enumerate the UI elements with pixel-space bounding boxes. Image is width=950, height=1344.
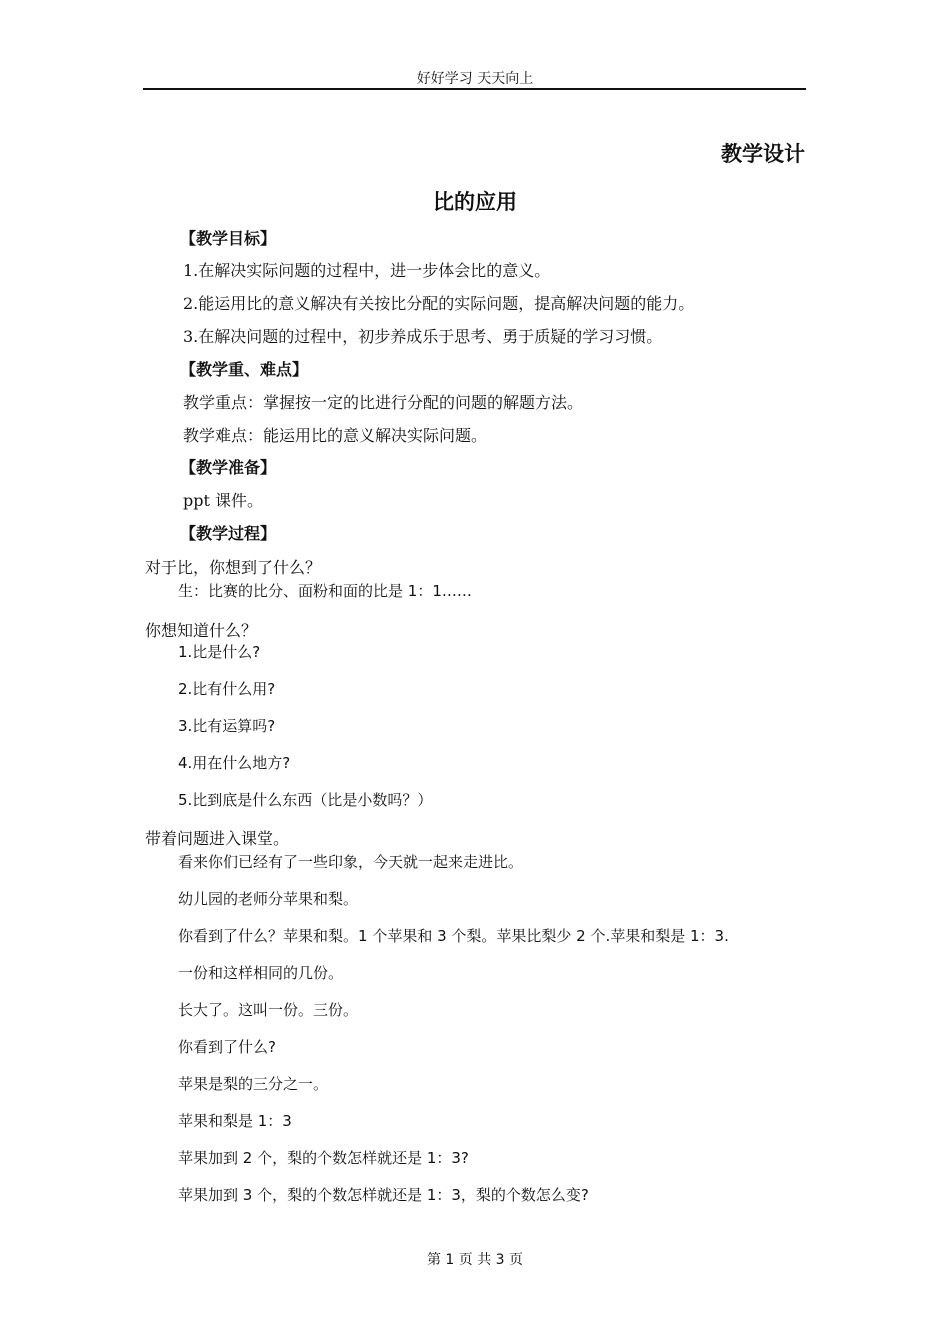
process-answer-1: 生：比赛的比分、面粉和面的比是 1：1…… <box>178 582 472 600</box>
doc-type: 教学设计 <box>721 142 805 166</box>
key-point-2: 教学难点：能运用比的意义解决实际问题。 <box>183 426 488 445</box>
objective-3: 3.在解决问题的过程中，初步养成乐于思考、勇于质疑的学习习惯。 <box>183 327 663 346</box>
process-question-2: 你想知道什么？ <box>145 621 258 640</box>
question-item: 2.比有什么用? <box>178 680 276 698</box>
objective-1: 1.在解决实际问题的过程中，进一步体会比的意义。 <box>183 261 551 280</box>
section-objectives: 【教学目标】 <box>180 229 277 248</box>
page-footer: 第 1 页 共 3 页 <box>426 1252 524 1268</box>
process-line: 幼儿园的老师分苹果和梨。 <box>178 890 359 908</box>
objective-2: 2.能运用比的意义解决有关按比分配的实际问题，提高解决问题的能力。 <box>183 294 695 313</box>
section-preparation: 【教学准备】 <box>180 458 277 477</box>
doc-title: 比的应用 <box>433 190 517 214</box>
process-line: 长大了。这叫一份。三份。 <box>178 1001 359 1019</box>
process-line: 苹果是梨的三分之一。 <box>178 1075 329 1093</box>
process-line: 你看到了什么？苹果和梨。1 个苹果和 3 个梨。苹果比梨少 2 个.苹果和梨是 1：3. <box>178 927 729 945</box>
key-point-1: 教学重点：掌握按一定的比进行分配的问题的解题方法。 <box>183 393 584 412</box>
process-line: 苹果加到 2 个，梨的个数怎样就还是 1：3? <box>178 1149 469 1167</box>
process-line: 苹果加到 3 个，梨的个数怎样就还是 1：3，梨的个数怎么变? <box>178 1186 589 1204</box>
process-line: 你看到了什么? <box>178 1038 276 1056</box>
process-line: 一份和这样相同的几份。 <box>178 964 344 982</box>
process-intro: 带着问题进入课堂。 <box>145 829 290 848</box>
question-item: 1.比是什么? <box>178 643 261 661</box>
process-line: 看来你们已经有了一些印象，今天就一起来走进比。 <box>178 853 524 871</box>
process-question-1: 对于比，你想到了什么？ <box>145 558 322 577</box>
question-item: 4.用在什么地方? <box>178 754 291 772</box>
preparation-text: ppt 课件。 <box>183 491 264 510</box>
header-rule <box>143 88 806 90</box>
page-header: 好好学习 天天向上 <box>416 71 534 87</box>
section-process: 【教学过程】 <box>180 524 277 543</box>
question-item: 5.比到底是什么东西（比是小数吗？） <box>178 791 433 809</box>
question-item: 3.比有运算吗? <box>178 717 276 735</box>
process-line: 苹果和梨是 1：3 <box>178 1112 292 1130</box>
section-key-points: 【教学重、难点】 <box>180 360 309 379</box>
